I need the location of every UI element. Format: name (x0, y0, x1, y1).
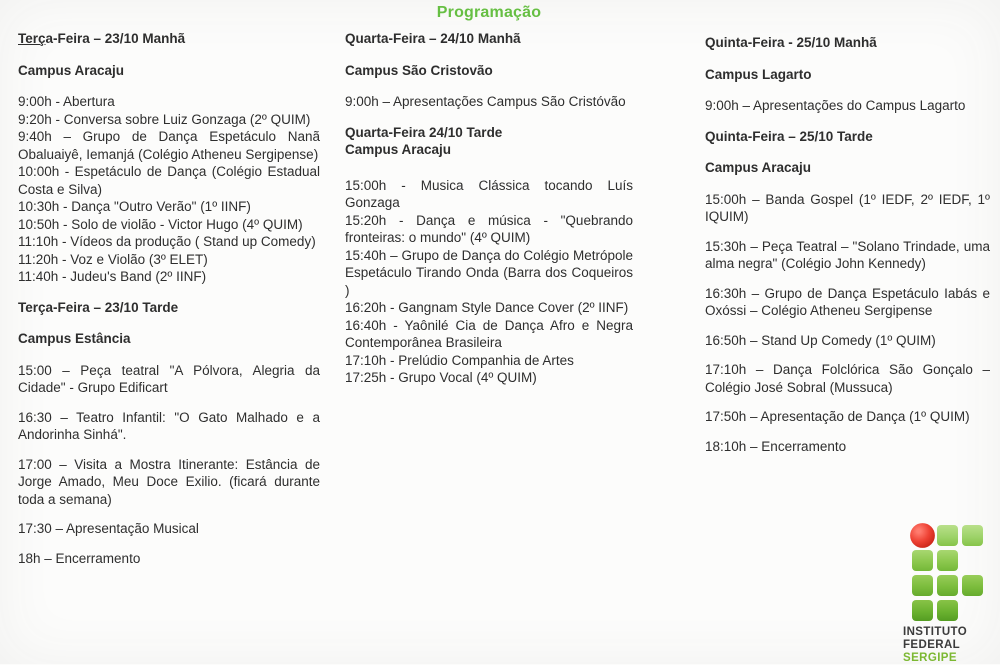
schedule-item: 15:40h – Grupo de Dança do Colégio Metrópole Espetáculo Tirando Onda (Barra dos Coqueiros ) (345, 247, 633, 298)
campus-heading-lagarto: Campus Lagarto (705, 66, 812, 82)
day-heading-underlined-part: Terç (18, 31, 46, 46)
schedule-item: 16:30h – Grupo de Dança Espetáculo Iabás e Oxóssi – Colégio Atheneu Sergipense (705, 285, 990, 318)
schedule-item: 16:50h – Stand Up Comedy (1º QUIM) (705, 332, 936, 348)
day-heading-rest: a-Feira – 23/10 Manhã (45, 31, 186, 46)
day-heading-wednesday-afternoon: Quarta-Feira 24/10 Tarde (345, 124, 503, 140)
logo-text-sergipe: SERGIPE (903, 652, 957, 664)
logo-square-icon (937, 600, 958, 621)
schedule-item: 17:50h – Apresentação de Dança (1º QUIM) (705, 409, 970, 424)
schedule-item: 9:00h - Abertura (18, 94, 115, 109)
schedule-item: 11:20h - Voz e Violão (3º ELET) (18, 251, 208, 267)
day-heading-wednesday-morning: Quarta-Feira – 24/10 Manhã (345, 31, 521, 46)
day-heading-tuesday-morning (18, 30, 320, 48)
schedule-item: 11:40h - Judeu's Band (2º IINF) (18, 269, 207, 284)
schedule-item: 17:30 – Apresentação Musical (18, 521, 199, 536)
schedule-item: 9:20h - Conversa sobre Luiz Gonzaga (2º QUIM) (18, 111, 311, 127)
ifs-logo-wordmark (903, 626, 995, 665)
logo-square-icon (912, 575, 933, 596)
logo-square-icon (937, 575, 958, 596)
campus-heading-estancia: Campus Estância (18, 331, 131, 346)
schedule-item: 11:10h - Vídeos da produção ( Stand up Comedy) (18, 234, 316, 249)
page-title: Programação (436, 4, 542, 21)
schedule-item: 9:00h – Apresentações do Campus Lagarto (705, 98, 966, 113)
day-heading-thursday-afternoon: Quinta-Feira – 25/10 Tarde (705, 128, 873, 144)
schedule-item: 17:25h - Grupo Vocal (4º QUIM) (345, 370, 537, 385)
schedule-item: 16:40h - Yaônilé Cia de Dança Afro e Negra Contemporânea Brasileira (345, 317, 633, 350)
schedule-item: 17:10h - Prelúdio Companhia de Artes (345, 352, 574, 368)
schedule-item: 15:00h – Banda Gospel (1º IEDF, 2º IEDF, 1º IQUIM) (705, 191, 990, 224)
schedule-column-thursday (705, 34, 990, 455)
day-heading-tuesday-afternoon: Terça-Feira – 23/10 Tarde (18, 299, 179, 315)
ifs-logo (903, 525, 995, 665)
schedule-item: 9:00h – Apresentações Campus São Cristóvão (345, 94, 626, 109)
logo-square-icon (912, 550, 933, 571)
schedule-item: 10:30h - Dança "Outro Verão" (1º IINF) (18, 199, 251, 214)
schedule-item: 10:50h - Solo de violão - Victor Hugo (4º QUIM) (18, 216, 303, 232)
schedule-item: 17:00 – Visita a Mostra Itinerante: Estância de Jorge Amado, Meu Doce Exilio. (ficará durante toda a semana) (18, 456, 320, 507)
day-heading-thursday-morning: Quinta-Feira - 25/10 Manhã (705, 35, 877, 50)
logo-square-icon (912, 600, 933, 621)
logo-square-icon (937, 525, 958, 546)
schedule-item: 17:10h – Dança Folclórica São Gonçalo – Colégio José Sobral (Mussuca) (705, 362, 990, 395)
schedule-item: 15:00 – Peça teatral "A Pólvora, Alegria da Cidade" - Grupo Edificart (18, 362, 320, 395)
logo-square-icon (937, 550, 958, 571)
campus-heading-aracaju: Campus Aracaju (345, 142, 452, 157)
schedule-column-tuesday (18, 30, 320, 567)
schedule-item: 18:10h – Encerramento (705, 438, 847, 454)
logo-red-dot-icon (910, 523, 935, 548)
schedule-item: 10:00h - Espetáculo de Dança (Colégio Estadual Costa e Silva) (18, 164, 320, 197)
campus-heading-sao-cristovao: Campus São Cristovão (345, 62, 493, 78)
schedule-column-wednesday (345, 30, 633, 387)
logo-text-federal: FEDERAL (903, 639, 961, 651)
schedule-item: 9:40h – Grupo de Dança Espetáculo Nanã Obaluaiyê, Iemanjá (Colégio Atheneu Sergipense) (18, 129, 320, 162)
logo-square-icon (962, 575, 983, 596)
schedule-item: 15:20h - Dança e música - "Quebrando fronteiras: o mundo" (4º QUIM) (345, 212, 633, 245)
campus-heading-aracaju: Campus Aracaju (18, 62, 125, 78)
ifs-logo-mark (912, 525, 995, 621)
campus-heading-aracaju: Campus Aracaju (705, 160, 812, 175)
schedule-item: 18h – Encerramento (18, 550, 141, 566)
logo-square-icon (962, 525, 983, 546)
logo-text-instituto: INSTITUTO (903, 626, 968, 638)
schedule-item: 16:20h - Gangnam Style Dance Cover (2º IINF) (345, 300, 629, 315)
schedule-item: 16:30 – Teatro Infantil: "O Gato Malhado e a Andorinha Sinhá". (18, 409, 320, 442)
schedule-item: 15:00h - Musica Clássica tocando Luís Gonzaga (345, 177, 633, 210)
schedule-item: 15:30h – Peça Teatral – "Solano Trindade, uma alma negra" (Colégio John Kennedy) (705, 238, 990, 271)
